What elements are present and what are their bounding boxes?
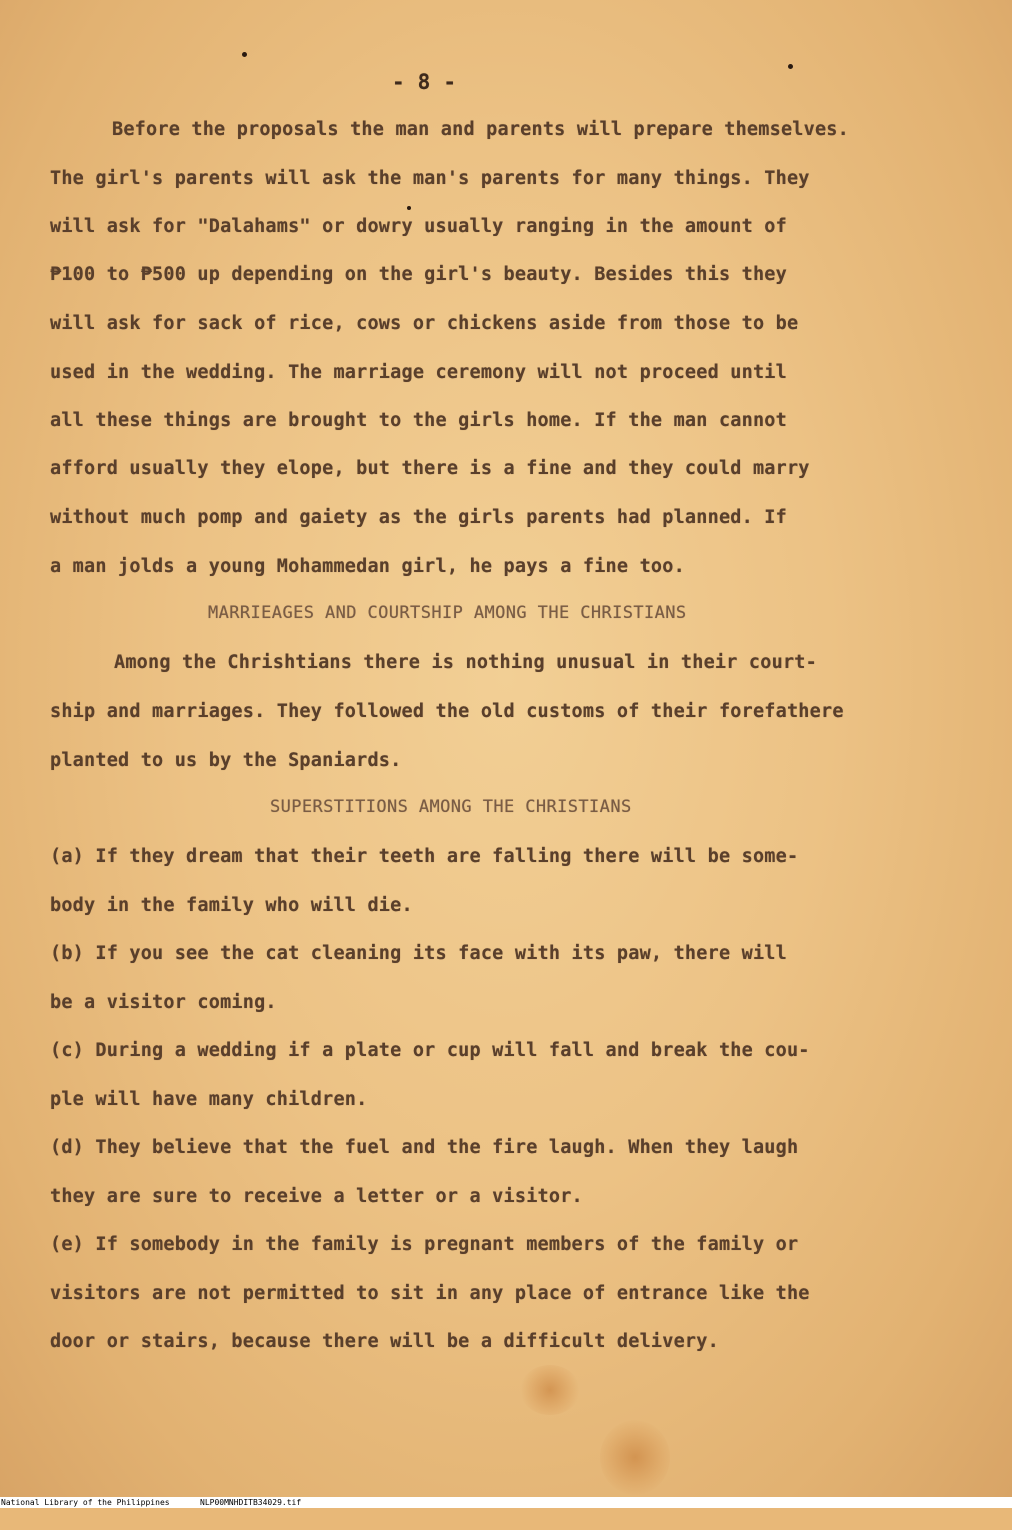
list-item-line: be a visitor coming. bbox=[50, 992, 277, 1013]
body-line: will ask for "Dalahams" or dowry usually ranging in the amount of bbox=[50, 216, 787, 237]
body-line: The girl's parents will ask the man's parents for many things. They bbox=[50, 168, 810, 189]
body-line: without much pomp and gaiety as the girls parents had planned. If bbox=[50, 507, 787, 528]
footer-institution: National Library of the Philippines bbox=[1, 1498, 170, 1507]
list-item-line: visitors are not permitted to sit in any place of entrance like the bbox=[50, 1283, 810, 1304]
paper-stain bbox=[520, 1365, 580, 1415]
body-line: will ask for sack of rice, cows or chickens aside from those to be bbox=[50, 313, 799, 334]
body-line: used in the wedding. The marriage ceremony will not proceed until bbox=[50, 362, 787, 383]
body-line: ship and marriages. They followed the old customs of their forefathere bbox=[50, 701, 844, 722]
footer-file-id: NLP00MNHDITB34029.tif bbox=[200, 1498, 302, 1507]
list-item-line: they are sure to receive a letter or a visitor. bbox=[50, 1186, 583, 1207]
list-item-line: (c) During a wedding if a plate or cup will fall and break the cou- bbox=[50, 1040, 810, 1061]
list-item-line: ple will have many children. bbox=[50, 1089, 368, 1110]
body-line: planted to us by the Spaniards. bbox=[50, 750, 402, 771]
list-item-line: door or stairs, because there will be a difficult delivery. bbox=[50, 1331, 719, 1352]
ink-speck bbox=[407, 206, 411, 210]
body-line: Among the Chrishtians there is nothing unusual in their court- bbox=[114, 652, 817, 673]
body-line: afford usually they elope, but there is a fine and they could marry bbox=[50, 458, 810, 479]
list-item-line: (b) If you see the cat cleaning its face with its paw, there will bbox=[50, 943, 787, 964]
ink-speck bbox=[242, 52, 247, 57]
paper-stain bbox=[600, 1420, 670, 1495]
ink-speck bbox=[788, 64, 793, 69]
body-line: ₱100 to ₱500 up depending on the girl's beauty. Besides this they bbox=[50, 264, 787, 285]
scan-footer bbox=[0, 1497, 1012, 1508]
section-heading-marriages: MARRIEAGES AND COURTSHIP AMONG THE CHRISTIANS bbox=[208, 603, 687, 623]
body-line: all these things are brought to the girls home. If the man cannot bbox=[50, 410, 787, 431]
page-number: - 8 - bbox=[392, 70, 457, 94]
list-item-line: (a) If they dream that their teeth are falling there will be some- bbox=[50, 846, 799, 867]
list-item-line: (e) If somebody in the family is pregnant members of the family or bbox=[50, 1234, 799, 1255]
section-heading-superstitions: SUPERSTITIONS AMONG THE CHRISTIANS bbox=[270, 797, 632, 817]
list-item-line: body in the family who will die. bbox=[50, 895, 413, 916]
body-line: a man jolds a young Mohammedan girl, he pays a fine too. bbox=[50, 556, 685, 577]
list-item-line: (d) They believe that the fuel and the fire laugh. When they laugh bbox=[50, 1137, 799, 1158]
body-line: Before the proposals the man and parents will prepare themselves. bbox=[112, 119, 849, 140]
